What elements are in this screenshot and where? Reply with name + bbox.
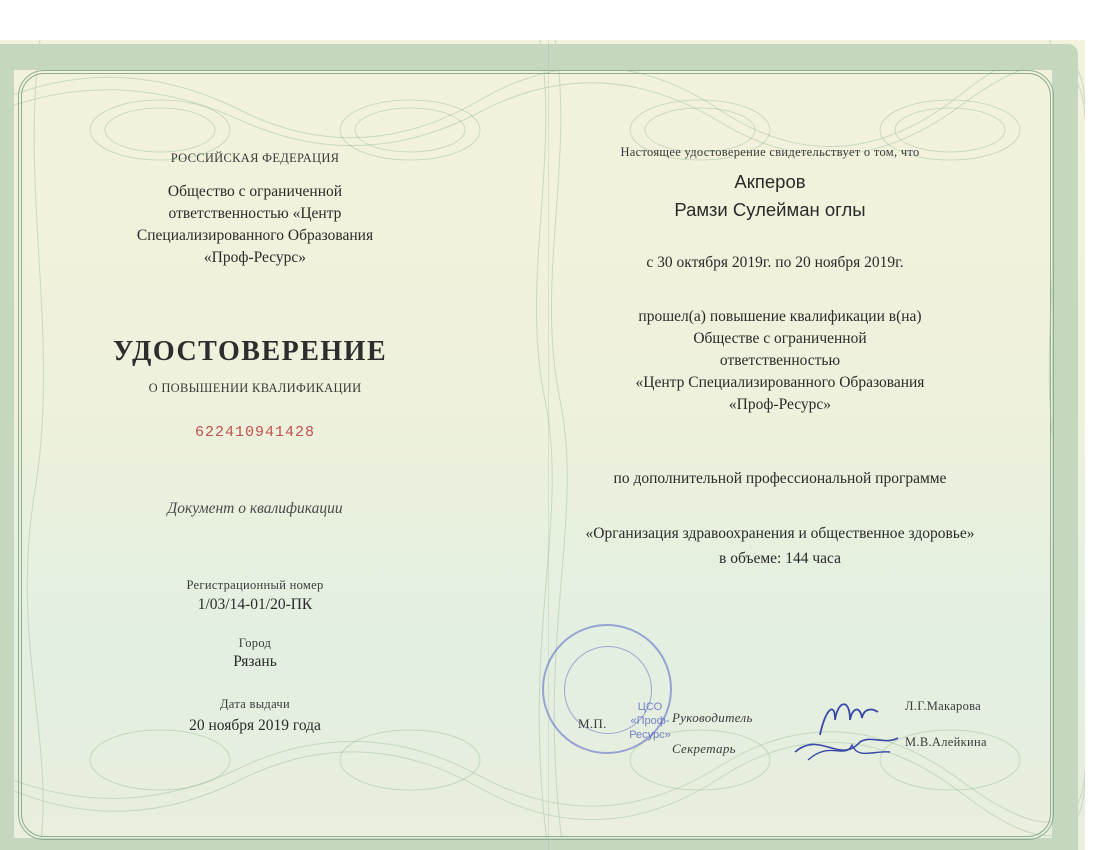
program-volume: в объеме: 144 часа [719, 550, 841, 567]
mp-label: М.П. [578, 716, 607, 731]
country-label: РОССИЙСКАЯ ФЕДЕРАЦИЯ [170, 151, 340, 165]
reg-number: 1/03/14-01/20-ПК [197, 596, 313, 613]
issuer-org-line: «Проф-Ресурс» [203, 249, 307, 266]
issuer-org-line: Специализированного Образования [136, 227, 374, 244]
passed-line: ответственностью [719, 352, 841, 369]
passed-line: «Проф-Ресурс» [728, 396, 832, 413]
study-period: с 30 октября 2019г. по 20 ноября 2019г. [646, 254, 904, 271]
passed-line: прошел(а) повышение квалификации в(на) [638, 308, 922, 325]
issuer-org [100, 181, 410, 269]
secretary-label: Секретарь [672, 741, 736, 756]
reg-number-label: Регистрационный номер [186, 578, 324, 592]
issuer-org-line: ответственностью «Центр [168, 205, 342, 222]
passed-training [560, 306, 1000, 416]
head-label: Руководитель [672, 710, 753, 725]
holder-surname: Акперов [734, 171, 806, 192]
city: Рязань [233, 653, 277, 670]
stamp-line: «Проф-Ресурс» [629, 715, 671, 741]
passed-line: Обществе с ограниченной [693, 330, 867, 347]
program-name: «Организация здравоохранения и общественное здоровье» [585, 525, 975, 542]
intro-text: Настоящее удостоверение свидетельствует о том, что [620, 145, 920, 159]
issuer-org-line: Общество с ограниченной [167, 183, 343, 200]
city-label: Город [238, 636, 272, 650]
serial-number: 622410941428 [194, 424, 316, 441]
head-name: Л.Г.Макарова [905, 699, 982, 713]
stamp-line: ЦСО [637, 701, 663, 713]
head-signature [790, 690, 900, 770]
program-intro: по дополнительной профессиональной программе [613, 470, 947, 487]
document-subtitle: О ПОВЫШЕНИИ КВАЛИФИКАЦИИ [148, 381, 362, 395]
document-type: Документ о квалификации [167, 500, 343, 517]
center-fold [548, 40, 549, 850]
issue-date: 20 ноября 2019 года [189, 717, 321, 734]
secretary-name: М.В.Алейкина [905, 735, 987, 749]
issue-date-label: Дата выдачи [219, 697, 291, 711]
holder-name: Рамзи Сулейман оглы [674, 199, 866, 220]
stamp-text [620, 700, 680, 742]
passed-line: «Центр Специализированного Образования [635, 374, 925, 391]
document-title: УДОСТОВЕРЕНИЕ [112, 336, 388, 367]
